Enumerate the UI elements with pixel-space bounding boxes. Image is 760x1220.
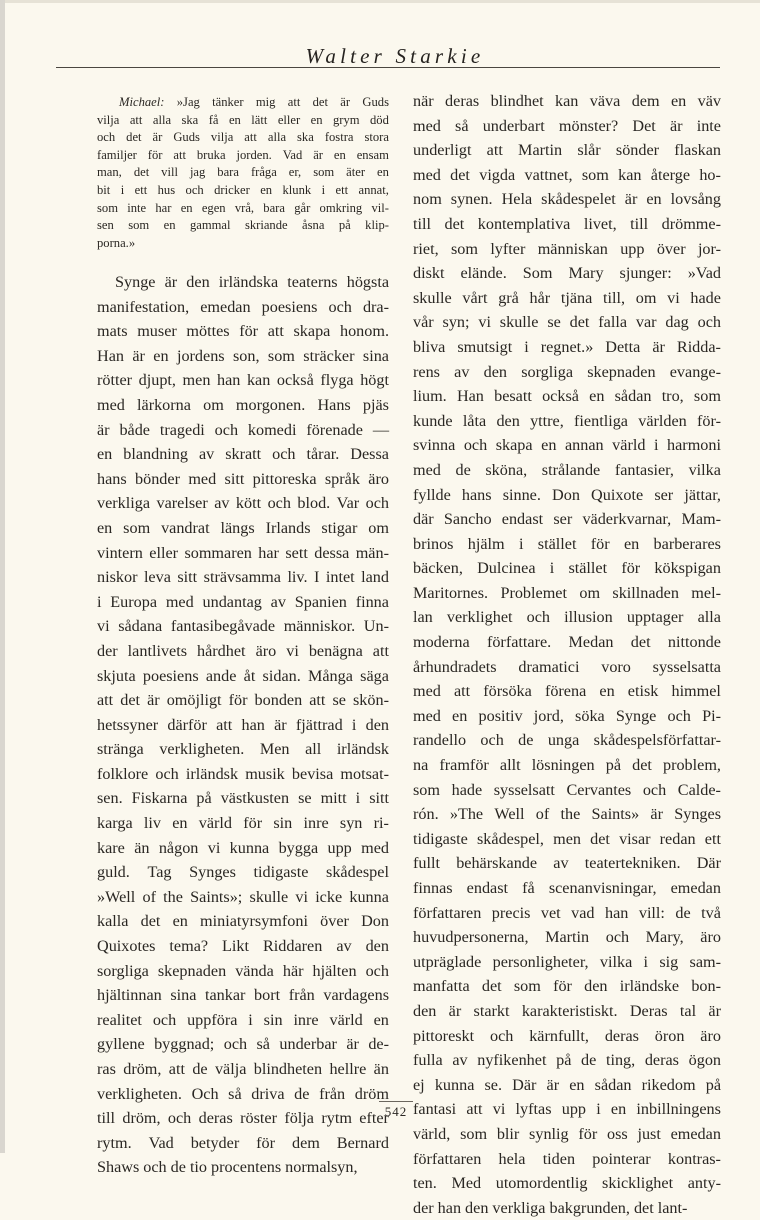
text-line: pittoreskt och kärnfullt, deras öron äro [413, 1026, 721, 1045]
text-line: Shaws och de tio procentens normalsyn, [97, 1158, 358, 1177]
text-line: guld. Tag Synges tidigaste skådespel [97, 863, 389, 882]
text-line: gyllene byggnad; och så underbar är de- [97, 1035, 389, 1054]
page-left-edge [0, 0, 5, 1153]
text-line: tidigaste skådespel, men det visar redan ett [413, 829, 721, 848]
folio-rule [379, 1101, 413, 1102]
left-column-text [97, 270, 389, 1180]
text-line: utpräglade personligheter, vilka i sig sam- [413, 952, 721, 971]
text-line: randello och de unga skådespelsförfattar- [413, 731, 721, 750]
text-line: fulla av nyfikenhet på de ting, deras ögon [413, 1051, 721, 1070]
text-line: författaren hela tiden pointerar kontras- [413, 1149, 721, 1168]
header-rule [56, 67, 720, 68]
text-line: med att försöka förena en etisk himmel [413, 682, 721, 701]
text-line: huvudpersonerna, Martin och Mary, äro [413, 928, 721, 947]
text-line: porna.» [97, 235, 136, 250]
text-line: »Well of the Saints»; skulle vi icke kunna [97, 887, 389, 906]
text-line: vi sådana fantasibegåvade människor. Un- [97, 617, 389, 636]
text-line: en blandning av skratt och tårar. Dessa [97, 445, 389, 464]
text-line: man, det vill jag bara fråga er, som äter en [97, 165, 389, 180]
text-line: realitet och uppföra i sin inre värld en [97, 1010, 389, 1029]
text-line: Maritornes. Problemet om skillnaden mel- [413, 583, 721, 602]
text-line: bit i ett hus och dricker en klunk i ett annat, [97, 182, 389, 197]
text-line: finnas endast få scenanvisningar, emedan [413, 879, 721, 897]
quote-block [97, 94, 389, 252]
text-line: och det är Guds vilja att alla ska fostra stora [97, 130, 389, 145]
text-line: till det kontemplativa livet, till drömme- [413, 214, 721, 233]
text-line: familjer för att bruka jorden. Vad är en ensam [97, 147, 389, 162]
text-line: lan verklighet och illusion upptager alla [413, 608, 721, 627]
text-line: der han den verkliga bakgrunden, det lant- [413, 1198, 688, 1217]
page-top-edge [0, 0, 760, 3]
text-line: brinos hjälm i stället för en barberares [413, 534, 721, 553]
text-line: författaren precis vet vad han vill: de två [413, 903, 721, 922]
text-line: moderna författare. Medan det nittonde [413, 633, 721, 652]
running-head: Walter Starkie [305, 44, 485, 68]
text-line: vilja att alla ska få en lätt eller en grym död [97, 112, 389, 127]
text-line: nom synen. Hela skådespelet är en lovsång [413, 190, 721, 209]
text-line: Han är en jordens son, som sträcker sina [97, 346, 389, 365]
text-line: Synge är den irländska teaterns högsta [115, 273, 389, 291]
text-line: med lärkorna om morgonen. Hans pjäs [97, 395, 389, 414]
text-line: hetssyner därför att han är fjättrad i den [97, 715, 389, 734]
text-line: ten. Med utomordentlig skicklighet anty- [413, 1174, 721, 1193]
text-line: underligt att Martin slår sönder flaskan [413, 141, 721, 160]
text-line: Quixotes tema? Likt Riddaren av den [97, 937, 389, 956]
text-line: rötter djupt, men han kan också flyga högt [97, 371, 389, 390]
text-line: som inte har en egen vrå, bara går omkring vil- [97, 200, 389, 215]
text-line: na framför allt lösningen på det problem, [413, 756, 721, 775]
text-line: kalla det en miniatyrsymfoni över Don [97, 912, 389, 931]
speaker-label: Michael: [119, 95, 165, 109]
text-line: karga liv en värld för sin inre syn ri- [97, 814, 389, 833]
text-line: manfatta det som för den irländske bon- [413, 977, 721, 996]
text-line: sorgliga skepnaden vända här hjälten och [97, 961, 389, 980]
right-column-text [413, 89, 721, 1220]
text-line: århundradets dramatici voro sysselsatta [413, 657, 721, 676]
page-number: 542 [384, 1104, 408, 1119]
text-line: mats muser möttes för att skapa honom. [97, 322, 389, 341]
text-line: kare än någon vi kunna bygga upp med [97, 838, 389, 857]
text-line: manifestation, emedan poesiens och dra- [97, 297, 389, 316]
text-line: sen som en gammal skriande åsna på klip- [97, 218, 389, 233]
text-line: lium. Han besatt också en sådan tro, som [413, 387, 721, 406]
text-line: när deras blindhet kan väva dem en väv [413, 92, 721, 110]
text-line: diskt elände. Som Mary sjunger: »Vad [413, 264, 721, 283]
text-line: riet, som lyfter människan upp över jor- [413, 239, 721, 258]
text-line: niskor leva sitt strävsamma liv. I intet land [97, 568, 389, 587]
text-line: med så underbart mönster? Det är inte [413, 116, 721, 135]
text-line: skulle vårt grå hår tjäna till, om vi hade [413, 288, 721, 307]
text-line: fantasi att vi lyftas upp i en inbillningens [413, 1100, 721, 1119]
text-line: med de sköna, strålande fantasier, vilka [413, 460, 721, 479]
text-line: Michael: »Jag tänker mig att det är Guds [97, 94, 389, 112]
text-line: värld, som blir synlig för oss just emedan [413, 1124, 721, 1143]
text-line: fyllde hans sinne. Don Quixote ser jättar, [413, 485, 721, 504]
text-line: är både tragedi och komedi förenade — [97, 420, 389, 439]
text-line: ras dröm, att de välja blindheten hellre än [97, 1060, 389, 1078]
text-line: med det vigda vattnet, som kan återge ho- [413, 165, 721, 184]
text-line: ej kunna se. Där är en sådan rikedom på [413, 1075, 721, 1094]
text-line: i Europa med undantag av Spanien finna [97, 592, 389, 611]
text-line: folklore och irländsk musik bevisa motsat- [97, 764, 389, 783]
text-line: sen. Fiskarna på västkusten se mitt i sitt [97, 789, 389, 808]
text-line: rytm. Vad betyder för dem Bernard [97, 1133, 389, 1152]
text-line: en som vandrat längs Irlands stigar om [97, 518, 389, 537]
text-line: den är starkt karakteristiskt. Deras tal är [413, 1001, 721, 1020]
text-line: verkligheten. Och så driva de från dröm [97, 1084, 389, 1103]
text-line: bliva smutsigt i regnet.» Detta är Ridda- [413, 337, 721, 356]
text-line: svinna och skapa en annan värld i harmoni [413, 436, 721, 455]
text-line: vintern eller sommaren har sett dessa män- [97, 543, 389, 562]
text-line: hjältinnan sina tankar bort från vardagens [97, 986, 389, 1005]
text-line: stränga verkligheten. Men all irländsk [97, 740, 389, 759]
text-line: skjuta poesiens ande åt sidan. Många säga [97, 666, 389, 685]
text-line: till dröm, och deras röster följa rytm efter [97, 1109, 389, 1128]
text-line: där Sancho endast ser väderkvarnar, Mam- [413, 510, 721, 529]
text-line: der lantlivets hårdhet äro vi benägna att [97, 641, 389, 660]
text-line: kunde låta den yttre, fientliga världen för- [413, 411, 721, 430]
text-line: rens av den sorgliga skepnaden evange- [413, 362, 721, 381]
text-line: bäcken, Dulcinea i stället för kökspigan [413, 559, 721, 578]
text-line: fullt behärskande av teatertekniken. Där [413, 854, 721, 873]
text-line: vår syn; vi skulle se det falla var dag och [413, 313, 721, 332]
text-line: hans bönder med sitt pittoreska språk äro [97, 469, 389, 488]
text-line: rón. »The Well of the Saints» är Synges [413, 805, 721, 824]
text-line: som hade sysselsatt Cervantes och Calde- [413, 780, 721, 799]
text-line: verkliga varelser av kött och blod. Var och [97, 494, 389, 513]
text-line: att det är omöjligt för bonden att se skön- [97, 691, 389, 710]
text-line: med en positiv jord, söka Synge och Pi- [413, 706, 721, 725]
